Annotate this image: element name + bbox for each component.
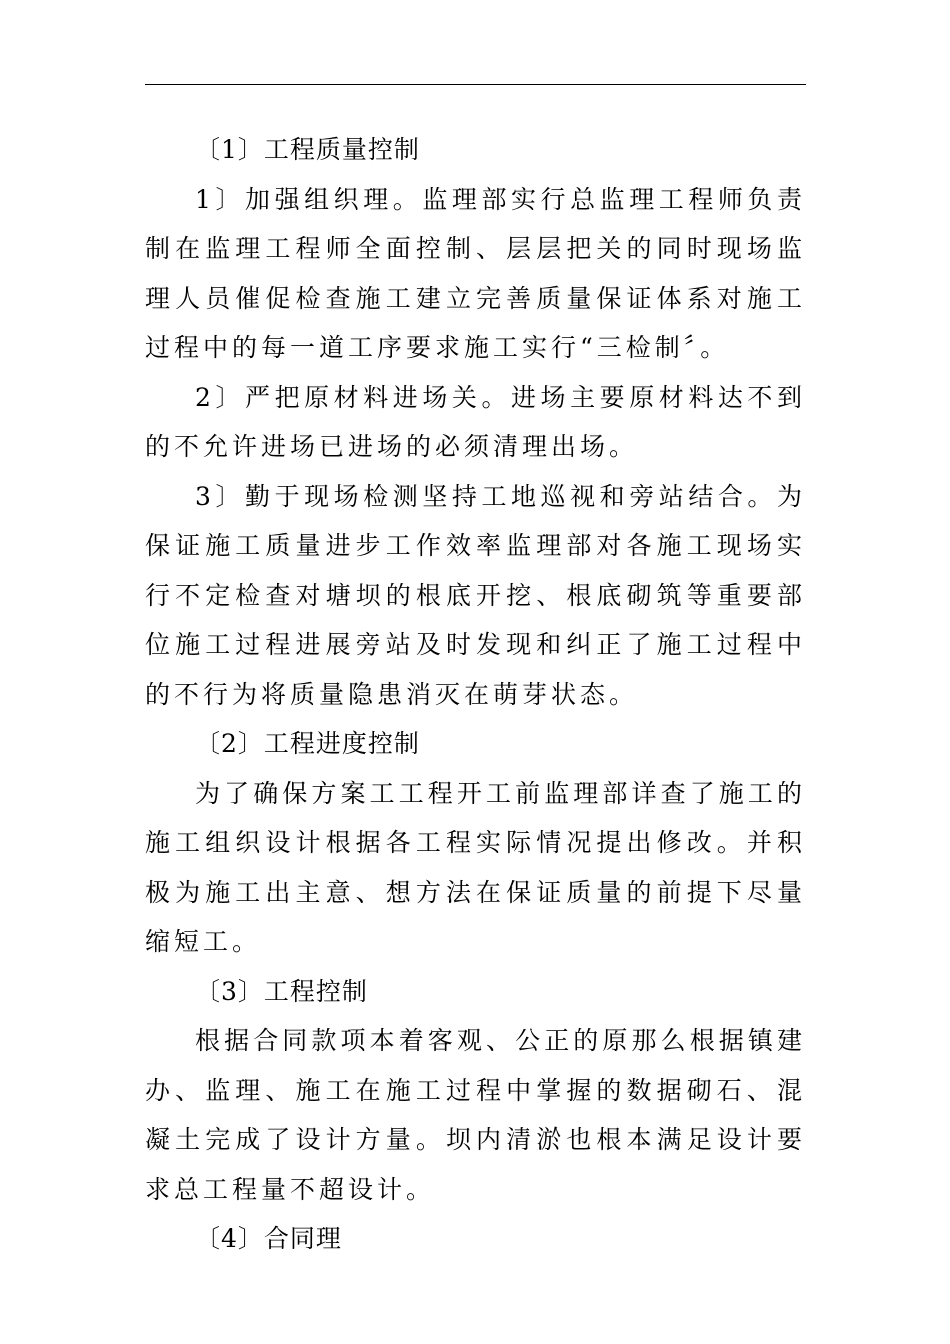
document-body — [145, 125, 806, 1264]
section-heading-contract: 〔4〕合同理 — [195, 1224, 342, 1253]
section-heading-schedule: 〔2〕工程进度控制 — [195, 729, 420, 758]
paragraph-schedule: 为了确保方案工工程开工前监理部详查了施工的施工组织设计根据各工程实际情况提出修改。并积极为施工出主意、想方法在保证质量的前提下尽量缩短工。 — [145, 778, 806, 956]
section-heading-quality: 〔1〕工程质量控制 — [195, 135, 420, 164]
paragraph-control: 根据合同款项本着客观、公正的原那么根据镇建办、监理、施工在施工过程中掌握的数据砌石、混凝土完成了设计方量。坝内清淤也根本满足设计要求总工程量不超设计。 — [145, 1026, 806, 1204]
paragraph-organization: 1〕加强组织理。监理部实行总监理工程师负责制在监理工程师全面控制、层层把关的同时现场监理人员催促检查施工建立完善质量保证体系对施工过程中的每一道工序要求施工实行“三检制〞。 — [145, 184, 806, 362]
paragraph-inspection: 3〕勤于现场检测坚持工地巡视和旁站结合。为保证施工质量进步工作效率监理部对各施工现场实行不定检查对塘坝的根底开挖、根底砌筑等重要部位施工过程进展旁站及时发现和纠正了施工过程中的不行为将质量隐患消灭在萌芽状态。 — [145, 481, 806, 709]
section-heading-control: 〔3〕工程控制 — [195, 976, 368, 1006]
paragraph-materials: 2〕严把原材料进场关。进场主要原材料达不到的不允许进场已进场的必须清理出场。 — [145, 382, 806, 461]
header-rule — [145, 84, 806, 85]
